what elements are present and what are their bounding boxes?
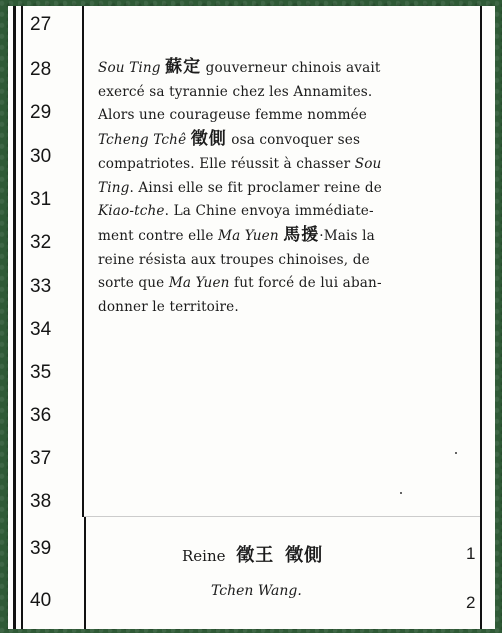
text-run: gouverneur chinois avait <box>201 60 381 76</box>
text-line <box>98 272 476 296</box>
text-line <box>98 56 476 81</box>
name-ma-yuen: Ma Yuen <box>218 227 279 244</box>
text-line <box>98 200 476 224</box>
line-number: 29 <box>30 102 52 123</box>
line-number: 27 <box>30 14 52 35</box>
footnote-number: 1 <box>466 544 476 563</box>
line-number: 32 <box>30 232 52 253</box>
line-number: 34 <box>30 319 52 340</box>
text-run: fut forcé de lui aban- <box>229 275 382 292</box>
left-inner-rule <box>21 6 23 629</box>
line-number: 30 <box>30 146 52 167</box>
name-tcheng-tche: Tcheng Tchê <box>98 132 187 149</box>
footer-romanization: Tchen Wang. <box>211 583 302 599</box>
line-number: 31 <box>30 189 52 210</box>
text-run: ment contre elle <box>98 227 219 244</box>
cjk-characters: 馬援 <box>283 224 320 245</box>
line-number-column-rule <box>82 6 84 517</box>
text-run: ·Mais la <box>319 227 375 244</box>
text-run: sorte que <box>98 275 169 292</box>
text-line <box>98 224 476 249</box>
line-number: 38 <box>30 491 52 512</box>
line-number: 37 <box>30 448 52 469</box>
name-kiao-tche: Kiao-tche <box>98 203 165 220</box>
line-number-column-rule-lower <box>84 517 86 629</box>
footer-label: Reine <box>182 547 226 565</box>
text-run: . La Chine envoya immédiate- <box>164 203 374 220</box>
footnote-number: 2 <box>466 593 476 612</box>
text-line: donner le territoire. <box>98 299 239 316</box>
scan-speck <box>455 452 457 454</box>
section-separator <box>84 516 480 517</box>
line-number: 33 <box>30 276 52 297</box>
cjk-characters: 徵王 <box>236 545 275 566</box>
line-number: 39 <box>30 538 52 559</box>
footer-heading <box>182 541 323 567</box>
cjk-characters: 徵側 <box>190 129 227 150</box>
scan-speck <box>400 492 402 494</box>
text-run: Sou <box>354 155 382 172</box>
line-number: 40 <box>30 590 52 611</box>
text-line <box>98 128 476 153</box>
line-number: 36 <box>30 405 52 426</box>
text-line <box>98 153 476 177</box>
text-run: compatriotes. Elle réussit à chasser <box>98 155 355 172</box>
text-run: osa convoquer ses <box>226 132 361 149</box>
right-border-rule <box>480 6 482 629</box>
name-sou-ting: Sou Ting <box>98 60 161 76</box>
line-number: 28 <box>30 59 52 80</box>
cjk-characters: 徵側 <box>285 545 324 566</box>
line-number: 35 <box>30 362 52 383</box>
text-line <box>98 177 476 201</box>
text-run: Ting <box>98 179 130 196</box>
text-run: . Ainsi elle se fit proclamer reine de <box>129 179 382 196</box>
text-line: Alors une courageuse femme nommée <box>98 107 367 124</box>
name-ma-yuen: Ma Yuen <box>168 275 230 292</box>
left-border-rule <box>13 6 16 629</box>
text-line: reine résista aux troupes chinoises, de <box>98 251 370 268</box>
body-paragraph <box>98 56 476 320</box>
cjk-characters: 蘇定 <box>165 57 202 77</box>
text-line: exercé sa tyrannie chez les Annamites. <box>98 83 373 100</box>
